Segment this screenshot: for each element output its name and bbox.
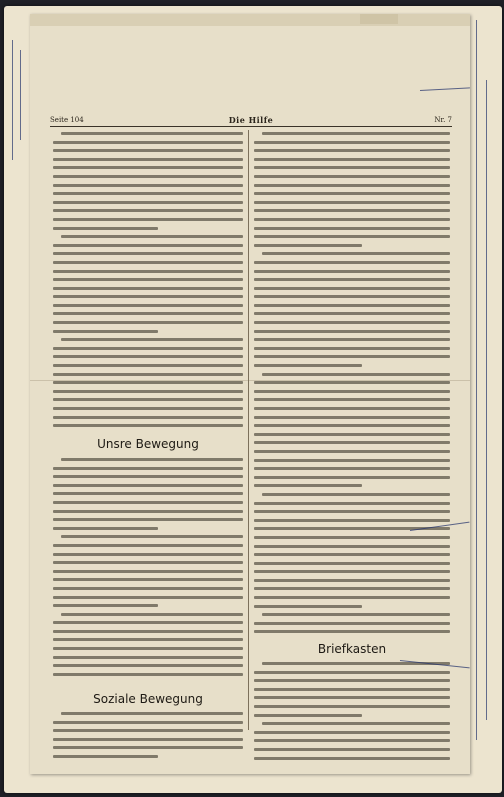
text-line: [53, 501, 243, 504]
text-line: [53, 287, 243, 290]
text-line: [254, 441, 450, 444]
text-line: [254, 605, 362, 608]
text-line: [53, 416, 243, 419]
text-line: [53, 166, 243, 169]
text-line: [53, 604, 158, 607]
text-line: [61, 613, 243, 616]
text-line: [254, 184, 450, 187]
archive-tab: [360, 14, 398, 24]
text-line: [61, 458, 243, 461]
text-line: [53, 252, 243, 255]
text-line: [254, 261, 450, 264]
text-line: [254, 596, 450, 599]
text-line: [254, 166, 450, 169]
text-line: [262, 493, 450, 496]
text-line: [254, 278, 450, 281]
text-line: [61, 235, 243, 238]
text-line: [254, 570, 450, 573]
text-line: [254, 553, 450, 556]
text-line: [53, 596, 243, 599]
text-line: [254, 338, 450, 341]
text-line: [254, 705, 450, 708]
text-line: [262, 722, 450, 725]
text-line: [254, 757, 450, 760]
text-line: [53, 278, 243, 281]
text-line: [254, 579, 450, 582]
text-line: [254, 390, 450, 393]
text-line: [254, 141, 450, 144]
text-line: [254, 192, 450, 195]
text-line: [262, 252, 450, 255]
text-line: [254, 295, 450, 298]
text-line: [254, 562, 450, 565]
text-line: [53, 270, 243, 273]
text-line: [254, 484, 362, 487]
text-line: [254, 321, 450, 324]
issue-number: Nr. 7: [434, 116, 452, 124]
text-line: [53, 621, 243, 624]
section-heading: Unsre Bewegung: [97, 437, 199, 451]
text-line: [53, 364, 243, 367]
text-line: [254, 510, 450, 513]
text-line: [254, 304, 450, 307]
text-line: [53, 295, 243, 298]
text-line: [254, 739, 450, 742]
text-line: [53, 738, 243, 741]
text-line: [53, 647, 243, 650]
text-line: [254, 244, 362, 247]
page-number: Seite 104: [50, 116, 84, 124]
text-line: [254, 347, 450, 350]
text-line: [53, 209, 243, 212]
text-line: [254, 748, 450, 751]
text-line: [254, 398, 450, 401]
text-line: [254, 355, 450, 358]
text-line: [53, 201, 243, 204]
text-line: [53, 355, 243, 358]
text-line: [53, 656, 243, 659]
text-line: [53, 721, 243, 724]
text-line: [254, 227, 450, 230]
text-line: [254, 714, 362, 717]
handwritten-margin-note: [8, 40, 30, 180]
journal-title: Die Hilfe: [228, 115, 274, 125]
text-line: [254, 459, 450, 462]
text-line: [53, 729, 243, 732]
text-line: [53, 527, 158, 530]
text-line: [53, 381, 243, 384]
text-line: [254, 536, 450, 539]
text-line: [254, 467, 450, 470]
text-line: [53, 244, 243, 247]
text-line: [254, 175, 450, 178]
text-line: [53, 510, 243, 513]
text-line: [53, 390, 243, 393]
text-line: [53, 424, 243, 427]
text-line: [262, 373, 450, 376]
section-heading: Soziale Bewegung: [93, 692, 203, 706]
text-line: [254, 364, 362, 367]
text-line: [53, 578, 243, 581]
text-line: [254, 218, 450, 221]
text-line: [53, 304, 243, 307]
text-line: [254, 433, 450, 436]
text-line: [53, 192, 243, 195]
text-line: [254, 679, 450, 682]
text-line: [53, 227, 158, 230]
right-column-text: [254, 662, 450, 765]
text-line: [254, 424, 450, 427]
text-line: [254, 450, 450, 453]
text-line: [53, 261, 243, 264]
text-line: [254, 731, 450, 734]
text-line: [254, 688, 450, 691]
text-line: [53, 175, 243, 178]
text-line: [53, 755, 158, 758]
text-line: [254, 622, 450, 625]
text-line: [254, 330, 450, 333]
text-line: [254, 519, 450, 522]
text-line: [254, 545, 450, 548]
text-line: [53, 218, 243, 221]
text-line: [53, 561, 243, 564]
section-heading: Briefkasten: [317, 642, 387, 656]
text-line: [53, 746, 243, 749]
text-line: [254, 381, 450, 384]
text-line: [53, 673, 243, 676]
column-divider: [248, 130, 249, 730]
text-line: [254, 149, 450, 152]
text-line: [254, 312, 450, 315]
text-line: [254, 416, 450, 419]
text-line: [254, 158, 450, 161]
text-line: [53, 544, 243, 547]
text-line: [254, 671, 450, 674]
text-line: [262, 132, 450, 135]
text-line: [53, 158, 243, 161]
text-line: [53, 553, 243, 556]
text-line: [254, 209, 450, 212]
text-line: [61, 132, 243, 135]
text-line: [53, 407, 243, 410]
text-line: [53, 347, 243, 350]
left-column-text: [53, 458, 243, 681]
text-line: [53, 587, 243, 590]
text-line: [53, 141, 243, 144]
text-line: [53, 398, 243, 401]
text-line: [254, 270, 450, 273]
text-line: [53, 492, 243, 495]
text-line: [254, 407, 450, 410]
text-line: [53, 484, 243, 487]
page-edge: [30, 14, 470, 26]
text-line: [262, 613, 450, 616]
text-line: [53, 330, 158, 333]
text-line: [53, 630, 243, 633]
text-line: [254, 587, 450, 590]
text-line: [254, 201, 450, 204]
text-line: [254, 235, 450, 238]
text-line: [61, 535, 243, 538]
text-line: [53, 312, 243, 315]
text-line: [254, 287, 450, 290]
text-line: [53, 321, 243, 324]
text-line: [254, 476, 450, 479]
right-column-text: [254, 132, 450, 639]
text-line: [53, 373, 243, 376]
text-line: [53, 638, 243, 641]
left-column-text: [53, 132, 243, 433]
text-line: [53, 570, 243, 573]
text-line: [53, 664, 243, 667]
text-line: [61, 712, 243, 715]
left-column-text: [53, 712, 243, 764]
text-line: [53, 467, 243, 470]
text-line: [53, 149, 243, 152]
page-header: [50, 112, 452, 127]
text-line: [254, 502, 450, 505]
handwritten-margin-note: [470, 20, 498, 760]
text-line: [254, 696, 450, 699]
text-line: [61, 338, 243, 341]
text-line: [53, 518, 243, 521]
text-line: [53, 475, 243, 478]
text-line: [53, 184, 243, 187]
text-line: [254, 630, 450, 633]
